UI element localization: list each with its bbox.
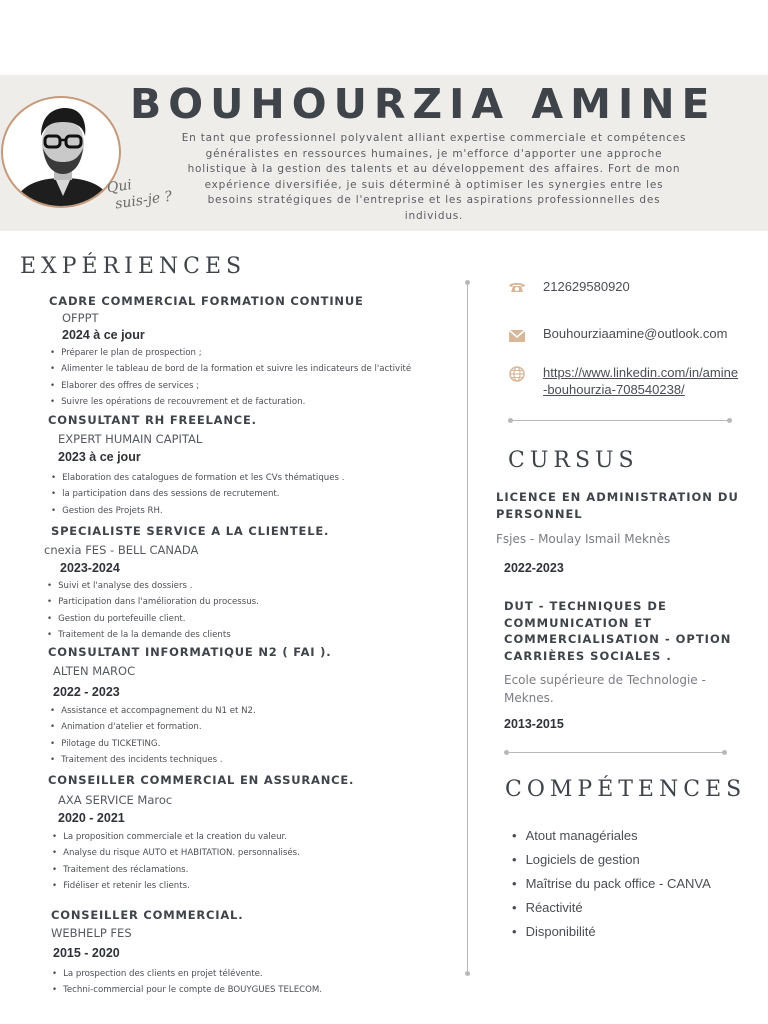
job-company: ALTEN MAROC (53, 664, 136, 678)
experiences-title: EXPÉRIENCES (20, 254, 247, 279)
degree-title: LICENCE EN ADMINISTRATION DU PERSONNEL (496, 490, 739, 521)
list-item: • Logiciels de gestion (512, 850, 711, 874)
degree-title: DUT - TECHNIQUES DE COMMUNICATION ET COMMERCIALISATION - OPTION CARRIÈRES SOCIALES . (504, 599, 732, 663)
job-title: CONSEILLER COMMERCIAL. (51, 908, 244, 922)
job-title: SPECIALISTE SERVICE A LA CLIENTELE. (51, 524, 330, 538)
list-item: • Gestion des Projets RH. (51, 503, 344, 519)
list-item: • Suivre les opérations de recouvrement et de facturation. (50, 394, 411, 410)
list-item: • la participation dans des sessions de recrutement. (51, 486, 344, 502)
envelope-icon (508, 328, 526, 344)
list-item: • Traitement des incidents techniques . (50, 752, 256, 768)
cursus-title: CURSUS (508, 448, 639, 473)
list-item: • Assistance et accompagnement du N1 et N2. (50, 703, 256, 719)
job-company: EXPERT HUMAIN CAPITAL (58, 432, 203, 446)
list-item: • Fidéliser et retenir les clients. (52, 878, 300, 894)
job-bullets (52, 829, 300, 894)
divider-dot (727, 418, 732, 423)
profile-photo (1, 96, 121, 208)
job-bullets (50, 345, 411, 410)
school-name: Ecole supérieure de Technologie - Meknes. (504, 673, 706, 705)
avatar-portrait-icon (3, 98, 121, 208)
list-item: • Préparer le plan de prospection ; (50, 345, 411, 361)
list-item: • Alimenter le tableau de bord de la formation et suivre les indicateurs de l'activité (50, 361, 411, 377)
list-item: • Participation dans l'amélioration du processus. (47, 594, 259, 610)
job-company: AXA SERVICE Maroc (58, 793, 173, 807)
divider-dot (465, 280, 470, 285)
divider-dot (508, 418, 513, 423)
job-title: CONSEILLER COMMERCIAL EN ASSURANCE. (48, 773, 355, 787)
list-item: • Atout managériales (512, 826, 711, 850)
list-item: • Suivi et l'analyse des dossiers . (47, 578, 259, 594)
list-item: • Maîtrise du pack office - CANVA (512, 874, 711, 898)
job-company: cnexia FES - BELL CANADA (44, 543, 199, 557)
job-title: CONSULTANT RH FREELANCE. (48, 413, 257, 427)
job-dates: 2023 à ce jour (58, 450, 141, 464)
contact-email[interactable]: Bouhourziaamine@outlook.com (543, 326, 728, 341)
job-dates: 2023-2024 (60, 561, 120, 575)
contact-phone: 212629580920 (543, 279, 630, 294)
job-dates: 2022 - 2023 (53, 685, 120, 699)
contact-linkedin-link[interactable]: https://www.linkedin.com/in/amine-bouhourzia-708540238/ (543, 365, 739, 397)
job-bullets (47, 578, 259, 643)
list-item: • Traitement des réclamations. (52, 862, 300, 878)
list-item: • Gestion du portefeuille client. (47, 611, 259, 627)
divider-dot (504, 750, 509, 755)
list-item: • Traitement de la la demande des clients (47, 627, 259, 643)
candidate-name: BOUHOURZIA AMINE (130, 80, 717, 128)
competences-title: COMPÉTENCES (505, 777, 747, 802)
job-dates: 2024 à ce jour (62, 328, 145, 342)
list-item: • Analyse du risque AUTO et HABITATION. personnalisés. (52, 845, 300, 861)
school-name: Fsjes - Moulay Ismail Meknès (496, 532, 671, 546)
profile-summary: En tant que professionnel polyvalent alliant expertise commerciale et compétences généralistes en ressources humaines, je m'efforce d'apporter une approche holistique à la gestion des talents et au développement des affaires. Fort de mon expérience diversifiée, je suis déterminé à optimiser les synergies entre les besoins stratégiques de l'entreprise et les aspirations professionnelles des individus. (181, 132, 687, 222)
job-company: WEBHELP FES (51, 926, 132, 940)
list-item: • Elaborer des offres de services ; (50, 378, 411, 394)
divider-dot (722, 750, 727, 755)
list-item: • La proposition commerciale et la creation du valeur. (52, 829, 300, 845)
list-item: • Elaboration des catalogues de formation et les CVs thématiques . (51, 470, 344, 486)
job-dates: 2015 - 2020 (53, 946, 120, 960)
list-item: • Disponibilité (512, 922, 711, 946)
job-title: CONSULTANT INFORMATIQUE N2 ( FAI ). (48, 645, 332, 659)
phone-icon (508, 279, 526, 295)
list-item: • Pilotage du TICKETING. (50, 736, 256, 752)
globe-icon (508, 366, 526, 382)
list-item: • La prospection des clients en projet télévente. (52, 966, 322, 982)
job-company: OFPPT (62, 311, 99, 325)
list-item: • Animation d'atelier et formation. (50, 719, 256, 735)
divider-dot (465, 971, 470, 976)
job-bullets (51, 470, 344, 519)
job-title: CADRE COMMERCIAL FORMATION CONTINUE (49, 294, 364, 308)
tagline: Qui suis-je ? (105, 177, 174, 213)
job-bullets (52, 966, 322, 999)
skills-list (512, 826, 711, 946)
list-item: • Techni-commercial pour le compte de BOUYGUES TELECOM. (52, 982, 322, 998)
list-item: • Réactivité (512, 898, 711, 922)
column-divider (467, 282, 468, 974)
job-dates: 2020 - 2021 (58, 811, 125, 825)
section-divider (510, 420, 728, 421)
cursus-dates: 2022-2023 (504, 561, 564, 575)
cursus-dates: 2013-2015 (504, 717, 564, 731)
job-bullets (50, 703, 256, 768)
section-divider (506, 752, 724, 753)
